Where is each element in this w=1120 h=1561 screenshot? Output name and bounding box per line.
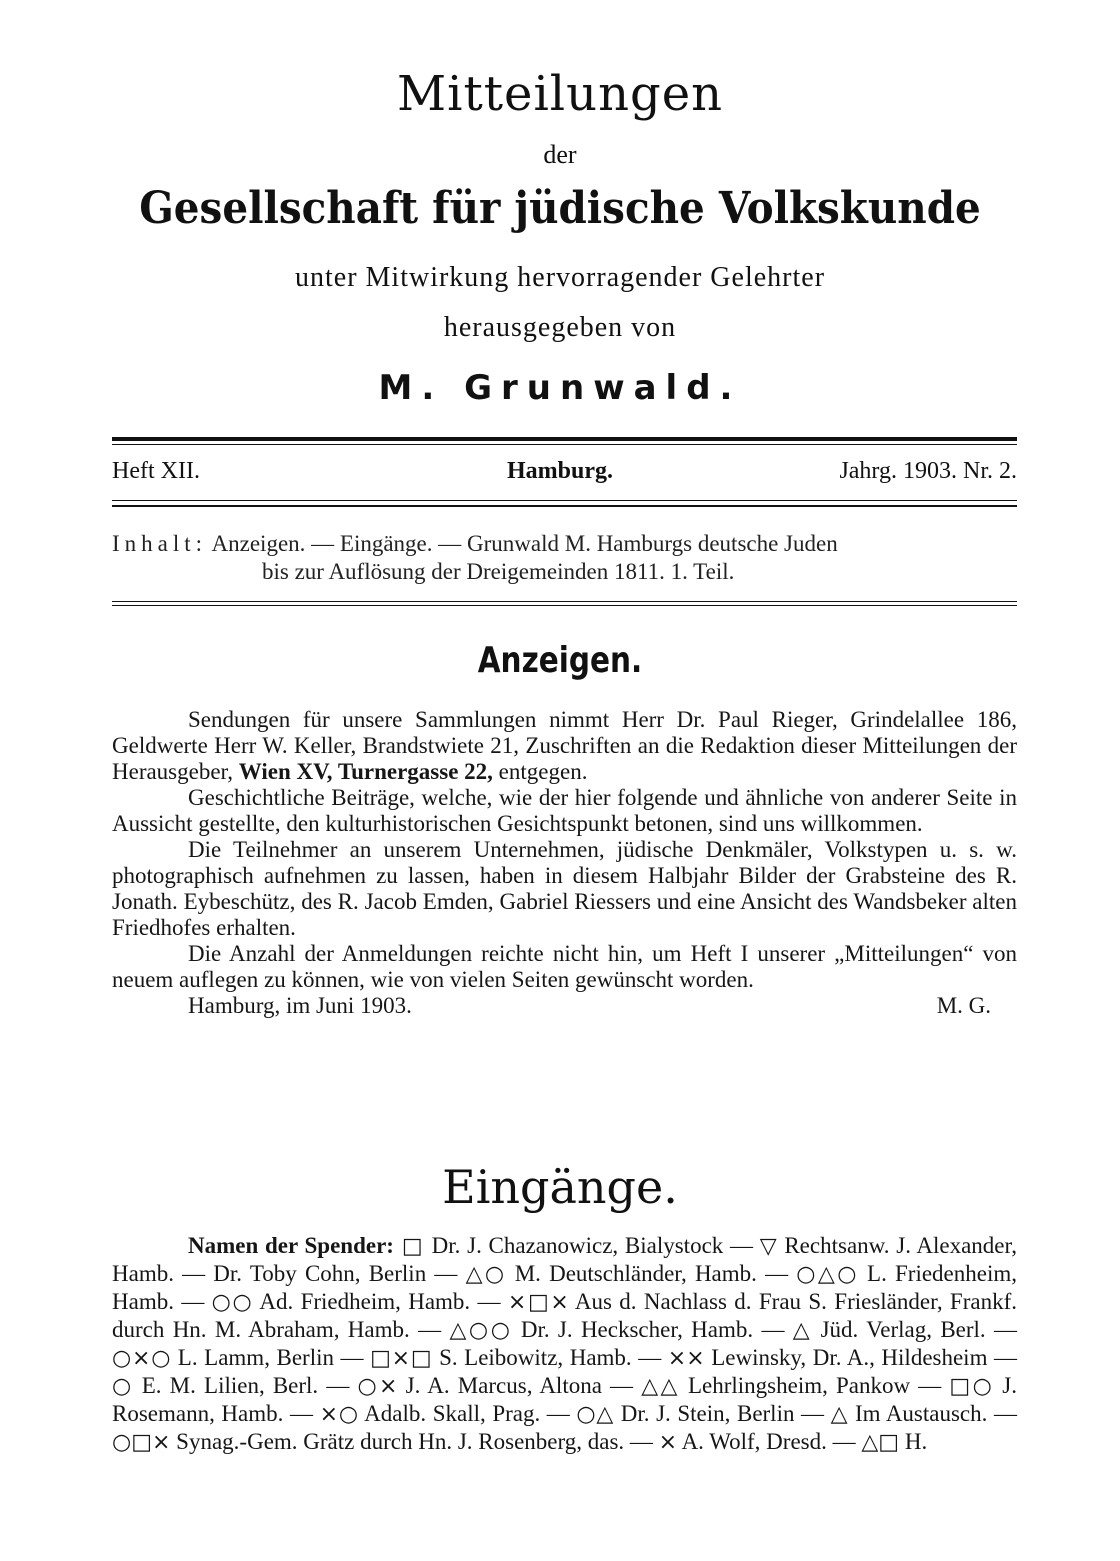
- donor-symbol: ▽: [759, 1234, 778, 1259]
- header-rule-thick: [112, 437, 1017, 441]
- anzeigen-body: [112, 707, 1017, 1019]
- donor-symbol: □×□: [370, 1346, 433, 1371]
- donor-symbol: ×□×: [507, 1290, 569, 1315]
- editor-address: Wien XV, Turnergasse 22,: [238, 759, 493, 784]
- signature-place-date: Hamburg, im Juni 1903.: [188, 993, 412, 1018]
- issue-place: Hamburg.: [506, 458, 613, 484]
- contents-line-2: bis zur Auflösung der Dreigemeinden 1811. 1. Teil.: [262, 559, 735, 584]
- signature-initials: M. G.: [936, 993, 991, 1018]
- journal-title: Mitteilungen: [396, 66, 724, 122]
- contents-rule-bottom: [112, 605, 1017, 606]
- donor-symbol: ○△: [576, 1402, 615, 1427]
- header-rule-thin: [112, 444, 1017, 445]
- donor-symbol: ○: [112, 1374, 134, 1399]
- donor-symbol: ×○: [319, 1402, 359, 1427]
- anzeigen-paragraph-2: Geschichtliche Beiträge, welche, wie der hier folgende und ähnliche von anderer Seite in Aussicht gestellte, den kulturhistorischen Gesichtspunkt betonen, sind uns willkommen.: [112, 785, 1017, 836]
- journal-title-der: der: [543, 140, 577, 169]
- donor-symbol: ○×○: [112, 1346, 172, 1371]
- contents-label: Inhalt:: [112, 531, 208, 556]
- issue-rule-bottom: [112, 505, 1017, 507]
- contents-line-1: Inhalt: Anzeigen. — Eingänge. — Grunwald M. Hamburgs deutsche Juden: [112, 531, 838, 556]
- donor-symbol: △○○: [449, 1318, 513, 1343]
- subtitle-collaboration: unter Mitwirkung hervorragender Gelehrter: [294, 262, 826, 293]
- anzeigen-paragraph-1: Sendungen für unsere Sammlungen nimmt Herr Dr. Paul Rieger, Grindelallee 186, Geldwerte Herr W. Keller, Brandstwiete 21, Zuschriften an die Redaktion dieser Mitteilungen der Herausgeber, Wien XV, Turnergasse 22, entgegen.: [112, 707, 1017, 784]
- donor-symbol: △□: [861, 1430, 900, 1455]
- editor-name: M. Grunwald.: [378, 368, 742, 408]
- donor-list: [112, 1232, 1017, 1456]
- issue-year: Jahrg. 1903. Nr. 2.: [839, 458, 1017, 484]
- section-title-anzeigen: Anzeigen.: [477, 640, 643, 681]
- subtitle-published-by: herausgegeben von: [443, 312, 677, 343]
- donor-paragraph: Namen der Spender: □ Dr. J. Chazanowicz, Bialystock — ▽ Rechtsanw. J. Alexander, Hamb. — Dr. Toby Cohn, Berlin — △○ M. Deutschländer, Hamb. — ○△○ L. Friedenheim, Hamb. — ○○ Ad. Friedheim, Hamb. — ×□× Aus d. Nachlass d. Frau S. Friesländer, Frankf. durch Hn. M. Abraham, Hamb. — △○○ Dr. J. Heckscher, Hamb. — △ Jüd. Verlag, Berl. — ○×○ L. Lamm, Berlin — □×□ S. Leibowitz, Hamb. — ×× Lewinsky, Dr. A., Hildesheim — ○ E. M. Lilien, Berl. — ○× J. A. Marcus, Altona — △△ Lehrlingsheim, Pankow — □○ J. Rosemann, Hamb. — ×○ Adalb. Skall, Prag. — ○△ Dr. J. Stein, Berlin — △ Im Austausch. — ○□× Synag.-Gem. Grätz durch Hn. J. Rosenberg, das. — × A. Wolf, Dresd. — △□ H.: [112, 1233, 1018, 1455]
- donor-symbol: ○△○: [796, 1262, 859, 1287]
- donor-symbol: □: [393, 1234, 432, 1259]
- donor-symbol: ×: [658, 1430, 678, 1455]
- table-of-contents: [112, 530, 1017, 586]
- donor-symbol: ○○: [211, 1290, 254, 1315]
- donor-symbol: ××: [667, 1346, 705, 1371]
- issue-rule-top: [112, 500, 1017, 501]
- anzeigen-paragraph-3: Die Teilnehmer an unserem Unternehmen, jüdische Denkmäler, Volkstypen u. s. w. photographisch aufnehmen zu lassen, haben in diesem Halbjahr Bilder der Grabsteine des R. Jonath. Eybeschütz, des R. Jacob Emden, Gabriel Riessers und eine Ansicht des Wandsbeker alten Friedhofes erhalten.: [112, 837, 1017, 940]
- donor-symbol: △△: [641, 1374, 680, 1399]
- donor-symbol: □○: [949, 1374, 995, 1399]
- donor-symbol: △○: [465, 1262, 507, 1287]
- donor-symbol: ○□×: [112, 1430, 171, 1455]
- section-title-eingaenge: Eingänge.: [442, 1160, 678, 1214]
- society-name: Gesellschaft für jüdische Volkskunde: [139, 183, 981, 234]
- anzeigen-signature: [112, 993, 1017, 1019]
- donor-lead: Namen der Spender:: [188, 1233, 394, 1258]
- donor-symbol: △: [830, 1402, 849, 1427]
- issue-number: Heft XII.: [112, 458, 200, 484]
- donor-symbol: ○×: [357, 1374, 398, 1399]
- anzeigen-paragraph-4: Die Anzahl der Anmeldungen reichte nicht hin, um Heft I unserer „Mitteilungen“ von neuem auflegen zu können, wie von vielen Seiten gewünscht worden.: [112, 941, 1017, 992]
- contents-rule-top: [112, 601, 1017, 602]
- donor-symbol: △: [792, 1318, 813, 1343]
